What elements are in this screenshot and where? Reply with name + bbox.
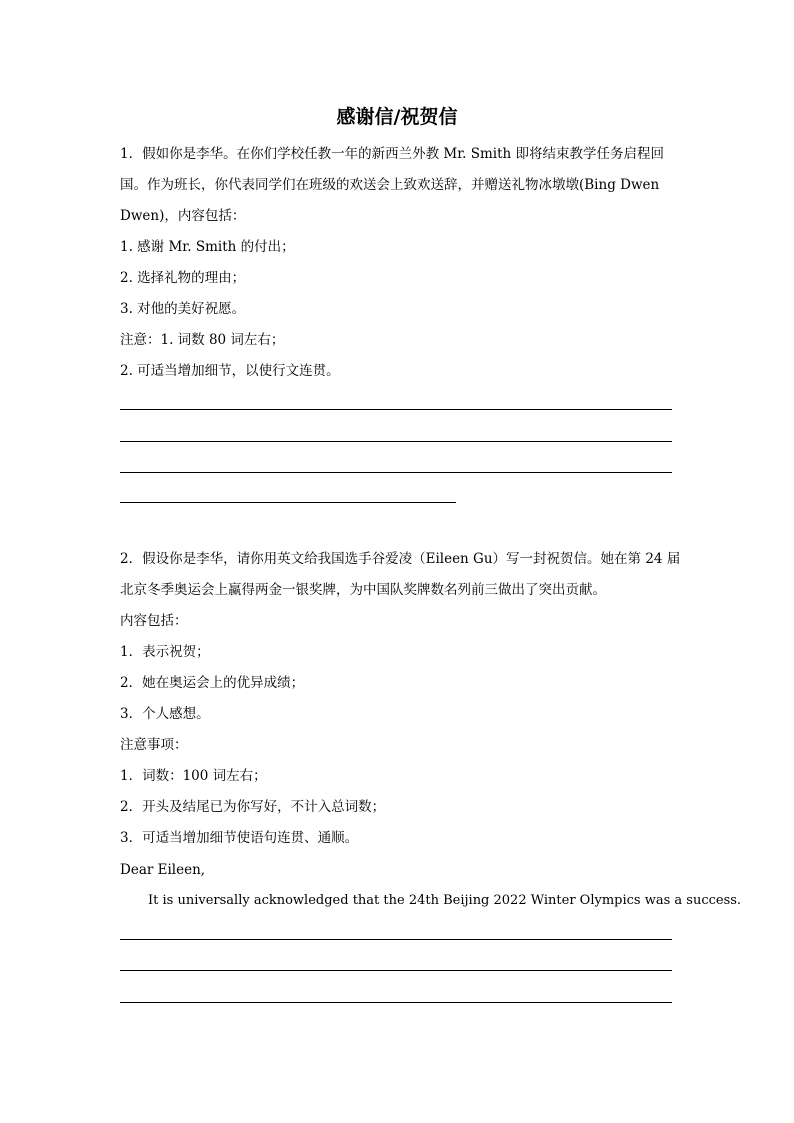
q2-line-8: 1．词数：100 词左右；	[120, 768, 267, 784]
q2-line-7: 注意事项：	[120, 737, 188, 753]
q2-line-1: 2．假设你是李华，请你用英文给我国选手谷爱凌（Eileen Gu）写一封祝贺信。她在第 24 届	[120, 551, 681, 567]
q2-line-5: 2．她在奥运会上的优异成绩；	[120, 675, 305, 691]
page-title: 感谢信/祝贺信	[336, 106, 458, 128]
q2-line-9: 2．开头及结尾已为你写好，不计入总词数；	[120, 799, 386, 815]
q1-line-1: 1．假如你是李华。在你们学校任教一年的新西兰外教 Mr. Smith 即将结束教学任务启程回	[120, 146, 665, 162]
q1-line-3: Dwen)，内容包括：	[120, 208, 246, 224]
q1-line-8: 2. 可适当增加细节，以使行文连贯。	[120, 363, 340, 379]
q1-line-2: 国。作为班长，你代表同学们在班级的欢送会上致欢送辞，并赠送礼物冰墩墩(Bing Dwen	[120, 177, 660, 193]
q1-line-7: 注意：1. 词数 80 词左右；	[120, 332, 285, 348]
q1-line-5: 2. 选择礼物的理由；	[120, 270, 246, 286]
answer-line	[120, 939, 672, 940]
answer-line	[120, 409, 672, 410]
answer-line	[120, 441, 672, 442]
q2-line-2: 北京冬季奥运会上赢得两金一银奖牌，为中国队奖牌数名列前三做出了突出贡献。	[120, 582, 606, 598]
letter-salutation: Dear Eileen,	[120, 862, 206, 878]
q2-line-6: 3．个人感想。	[120, 706, 210, 722]
answer-line	[120, 970, 672, 971]
q2-line-3: 内容包括：	[120, 613, 188, 629]
q2-line-4: 1．表示祝贺；	[120, 644, 210, 660]
letter-opening: It is universally acknowledged that the 24th Beijing 2022 Winter Olympics was a success.	[148, 893, 742, 908]
answer-line	[120, 502, 456, 503]
answer-line	[120, 1002, 672, 1003]
q2-line-10: 3．可适当增加细节使语句连贯、通顺。	[120, 830, 359, 846]
q1-line-6: 3. 对他的美好祝愿。	[120, 301, 246, 317]
answer-line	[120, 472, 672, 473]
q1-line-4: 1. 感谢 Mr. Smith 的付出；	[120, 239, 295, 255]
